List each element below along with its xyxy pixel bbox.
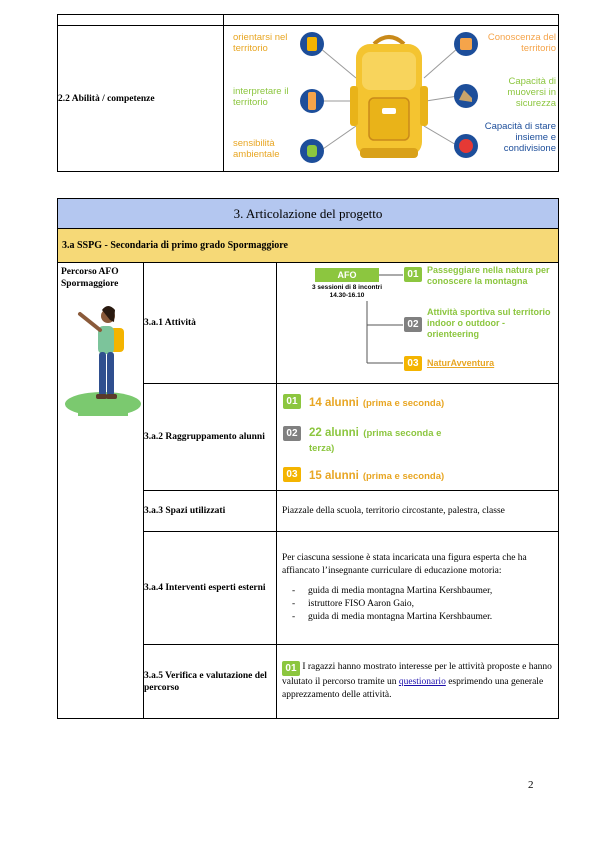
section-title: 3. Articolazione del progetto bbox=[58, 199, 559, 229]
competenze-infographic bbox=[224, 26, 559, 172]
left-label-1: orientarsi nel territorio bbox=[233, 32, 288, 54]
list-item: - guida di media montagna Martina Kershbaumer, bbox=[291, 586, 493, 596]
group-count-3: 15 alunni bbox=[308, 470, 359, 482]
group-count-2: 22 alunni bbox=[308, 427, 359, 439]
right-label-2: Capacità di muoversi in sicurezza bbox=[507, 76, 556, 109]
interventi-content bbox=[276, 532, 558, 645]
verifica-label: 3.a.5 Verifica e valutazione del percorso bbox=[143, 645, 276, 719]
hiker-illustration-icon bbox=[58, 296, 142, 416]
backpack-icon bbox=[294, 26, 484, 171]
raggruppamento-label: 3.a.2 Raggruppamento alunni bbox=[143, 384, 276, 491]
left-label-3: sensibilità ambientale bbox=[233, 138, 280, 160]
group-classes-1: (prima e seconda) bbox=[362, 398, 445, 409]
verifica-text: I ragazzi hanno mostrato interesse per le attività proposte e hanno valutato il percorso tramite un bbox=[281, 662, 552, 687]
group-count-1: 14 alunni bbox=[308, 397, 359, 409]
page-number: 2 bbox=[528, 779, 534, 791]
questionario-link[interactable]: questionario bbox=[398, 677, 446, 687]
interventi-label: 3.a.4 Interventi esperti esterni bbox=[143, 532, 276, 645]
verifica-text-after: esprimendo una generale apprezzamento delle attività. bbox=[281, 677, 544, 700]
attivita-item-3: NaturAvventura bbox=[426, 358, 495, 368]
list-item: - guida di media montagna Martina Kershbaumer. bbox=[291, 612, 493, 622]
competenze-label: 2.2 Abilità / competenze bbox=[58, 26, 224, 172]
afo-box: AFO bbox=[315, 268, 379, 282]
group-classes-3: (prima e seconda) bbox=[362, 471, 445, 482]
empty-cell bbox=[58, 15, 224, 26]
spazi-label: 3.a.3 Spazi utilizzati bbox=[143, 491, 276, 532]
competenze-table bbox=[57, 14, 559, 172]
attivita-label: 3.a.1 Attività bbox=[143, 263, 276, 384]
group-badge-2: 02 bbox=[283, 426, 301, 441]
attivita-item-1: Passeggiare nella natura per conoscere la montagna bbox=[426, 265, 550, 286]
progetto-table bbox=[57, 198, 559, 719]
group-item-1 bbox=[309, 393, 549, 411]
attivita-badge-3: 03 bbox=[404, 356, 422, 371]
group-item-2 bbox=[309, 425, 459, 455]
right-label-3: Capacità di stare insieme e condivisione bbox=[484, 121, 556, 154]
group-item-3 bbox=[309, 466, 549, 484]
attivita-badge-2: 02 bbox=[404, 317, 422, 332]
attivita-item-2: Attività sportiva sul territorio indoor o outdoor - orienteering bbox=[426, 307, 551, 339]
percorso-label: Percorso AFO Spormaggiore bbox=[61, 267, 119, 289]
group-badge-1: 01 bbox=[283, 394, 301, 409]
verifica-content bbox=[276, 645, 558, 719]
raggruppamento-content bbox=[276, 384, 558, 491]
left-label-2: interpretare il territorio bbox=[233, 86, 289, 108]
attivita-content bbox=[276, 263, 558, 384]
percorso-cell bbox=[58, 263, 144, 719]
esperti-list bbox=[282, 585, 552, 624]
group-classes-2: (prima seconda e terza) bbox=[308, 428, 442, 454]
group-badge-3: 03 bbox=[283, 467, 301, 482]
interventi-intro: Per ciascuna sessione è stata incaricata una figura esperta che ha affiancato l’insegnante curriculare di educazione motoria: bbox=[281, 553, 527, 576]
section-subtitle: 3.a SSPG - Secondaria di primo grado Spormaggiore bbox=[58, 229, 559, 263]
right-label-1: Conoscenza del territorio bbox=[487, 32, 556, 54]
list-item: - istruttore FISO Aaron Gaio, bbox=[291, 599, 415, 609]
empty-cell bbox=[224, 15, 559, 26]
attivita-badge-1: 01 bbox=[404, 267, 422, 282]
spazi-value: Piazzale della scuola, territorio circostante, palestra, classe bbox=[276, 491, 558, 532]
afo-orario: 14.30-16.10 bbox=[329, 292, 365, 299]
verifica-badge: 01 bbox=[282, 661, 300, 676]
afo-sessioni: 3 sessioni di 8 incontri bbox=[311, 284, 383, 291]
